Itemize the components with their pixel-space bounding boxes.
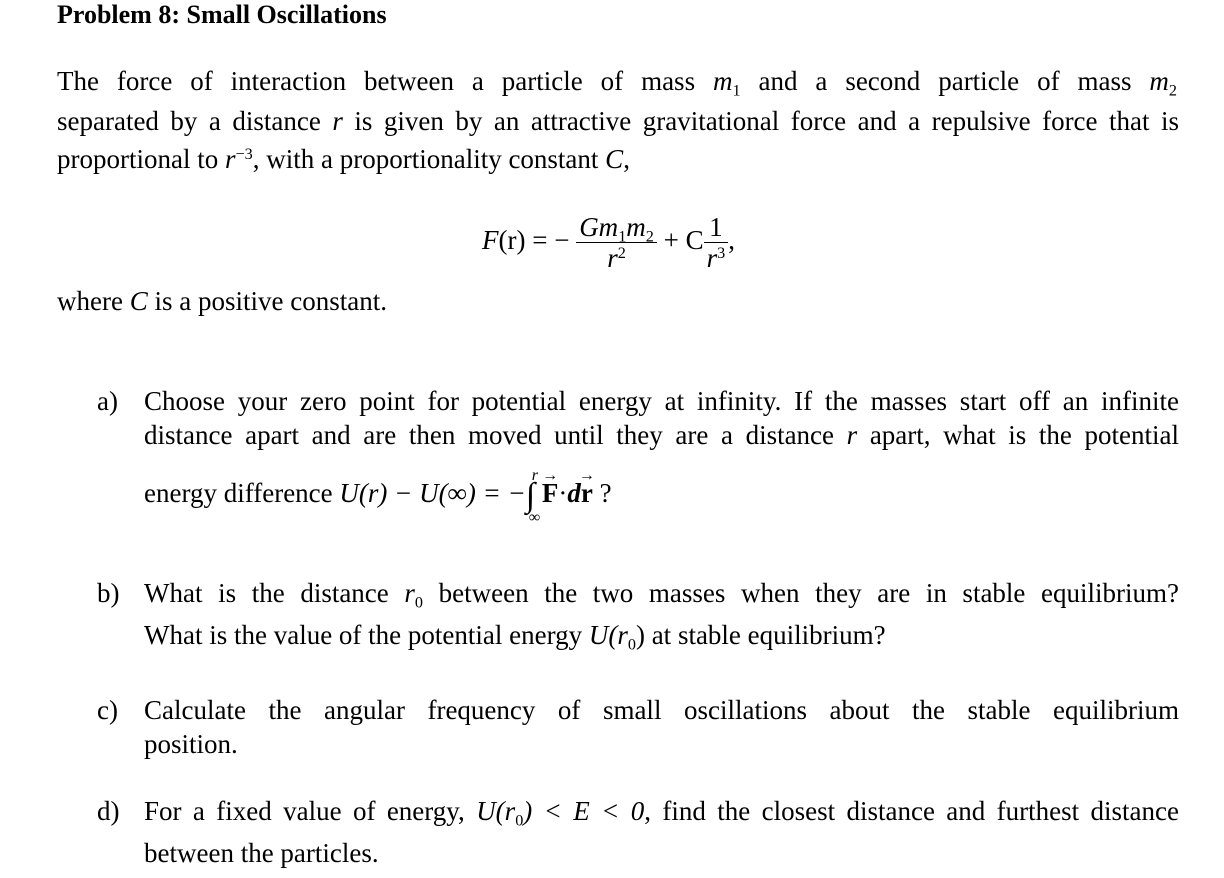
part-d-label: d) (97, 796, 120, 826)
intro-line-3: proportional to $r^{-3}$, with a proportionality constant C, (57, 144, 630, 174)
part-d-line-1: For a fixed value of energy, $U(r_0) < E < 0$, find the closest distance and furthest distance (144, 796, 1179, 830)
integral-sign: ∫ r ∞ (525, 467, 541, 526)
force-equation: F(r) = − $\frac{Gm_1m_2}{r^2}$ + C $\frac{1}{r^3}$ , (482, 212, 735, 274)
part-a-line-2: distance apart and are then moved until they are a distance r apart, what is the potential (144, 420, 1180, 450)
part-c-line-2: position. (144, 729, 238, 759)
fraction-repulsive: $\frac{1}{r^3}$ (704, 212, 729, 273)
part-c-line-1: Calculate the angular frequency of small oscillations about the stable equilibrium (144, 695, 1179, 725)
intro-line-2: separated by a distance r is given by an attractive gravitational force and a repulsive force that is (57, 106, 1180, 136)
fraction-gravity: $\frac{Gm_1m_2}{r^2}$ (576, 212, 657, 273)
part-a-label: a) (97, 386, 118, 416)
part-d-line-2: between the particles. (144, 838, 379, 868)
part-a-line-1: Choose your zero point for potential energy at infinity. If the masses start off an infinite (144, 386, 1179, 416)
where-line: where C is a positive constant. (57, 286, 387, 316)
part-c-label: c) (97, 695, 118, 725)
part-b-line-1: What is the distance $r_0$ between the two masses when they are in stable equilibrium? (144, 578, 1179, 612)
part-a-line-3: energy difference U(r) − U(∞) = −∫ r ∞ → F·d→ r ? (144, 476, 612, 513)
part-b-label: b) (97, 578, 120, 608)
intro-line-1: The force of interaction between a particle of mass $m_1$ and a second particle of mass $m_2$ (57, 66, 1177, 100)
page-title: Problem 8: Small Oscillations (57, 0, 387, 29)
part-b-line-2: What is the value of the potential energy $U(r_0)$ at stable equilibrium? (144, 620, 886, 654)
